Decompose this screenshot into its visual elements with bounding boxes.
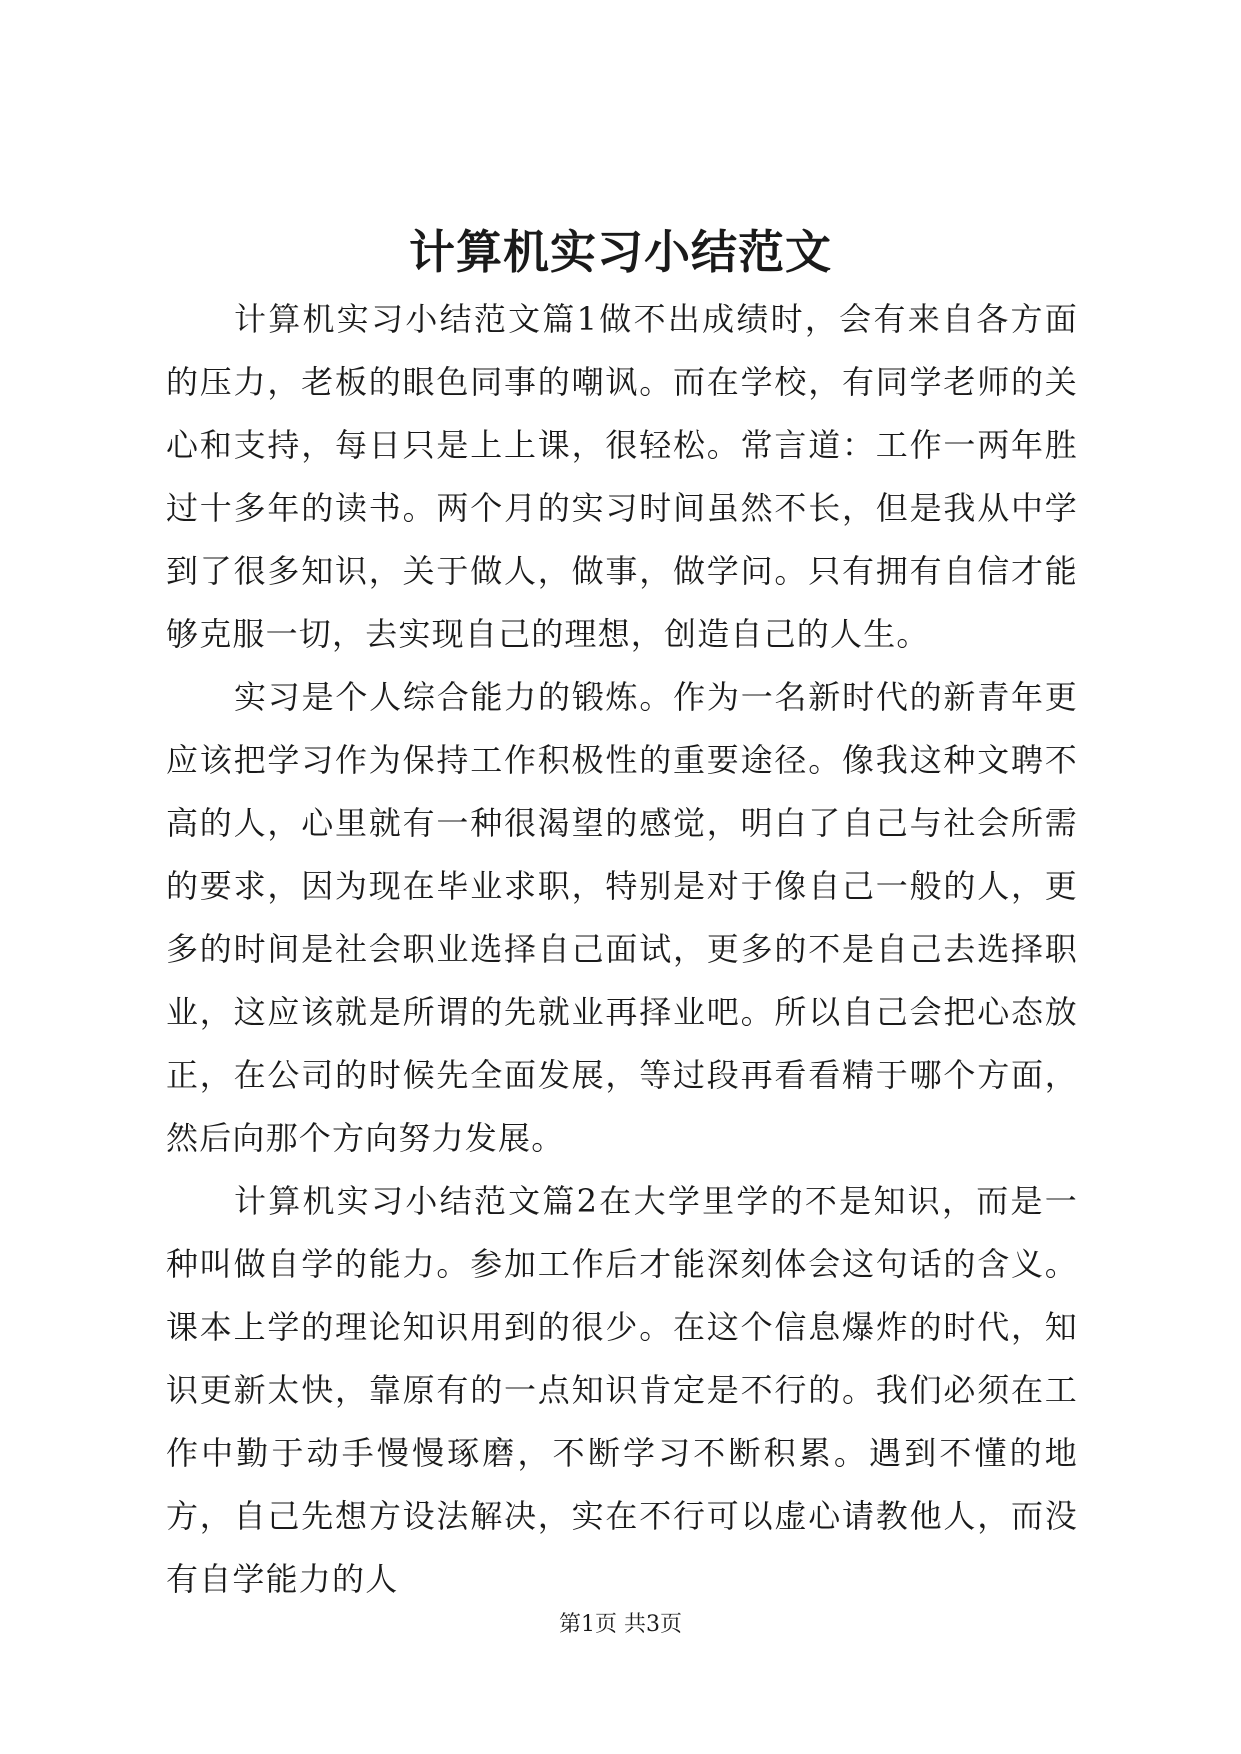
paragraph-2: 实习是个人综合能力的锻炼。作为一名新时代的新青年更应该把学习作为保持工作积极性的重要途径。像我这种文聘不高的人，心里就有一种很渴望的感觉，明白了自己与社会所需的要求，因为现在毕业求职，特别是对于像自己一般的人，更多的时间是社会职业选择自己面试，更多的不是自己去选择职业，这应该就是所谓的先就业再择业吧。所以自己会把心态放正，在公司的时候先全面发展，等过段再看看精于哪个方面，然后向那个方向努力发展。 (166, 678, 1078, 1157)
page-number-footer: 第1页 共3页 (559, 1612, 682, 1637)
paragraph-1: 计算机实习小结范文篇1做不出成绩时，会有来自各方面的压力，老板的眼色同事的嘲讽。而在学校，有同学老师的关心和支持，每日只是上上课，很轻松。常言道：工作一两年胜过十多年的读书。两个月的实习时间虽然不长，但是我从中学到了很多知识，关于做人，做事，做学问。只有拥有自信才能够克服一切，去实现自己的理想，创造自己的人生。 (166, 300, 1078, 653)
document-title: 计算机实习小结范文 (409, 225, 832, 279)
document-body (166, 288, 1078, 1611)
paragraph-3: 计算机实习小结范文篇2在大学里学的不是知识，而是一种叫做自学的能力。参加工作后才能深刻体会这句话的含义。课本上学的理论知识用到的很少。在这个信息爆炸的时代，知识更新太快，靠原有的一点知识肯定是不行的。我们必须在工作中勤于动手慢慢琢磨，不断学习不断积累。遇到不懂的地方，自己先想方设法解决，实在不行可以虚心请教他人，而没有自学能力的人 (166, 1182, 1078, 1598)
